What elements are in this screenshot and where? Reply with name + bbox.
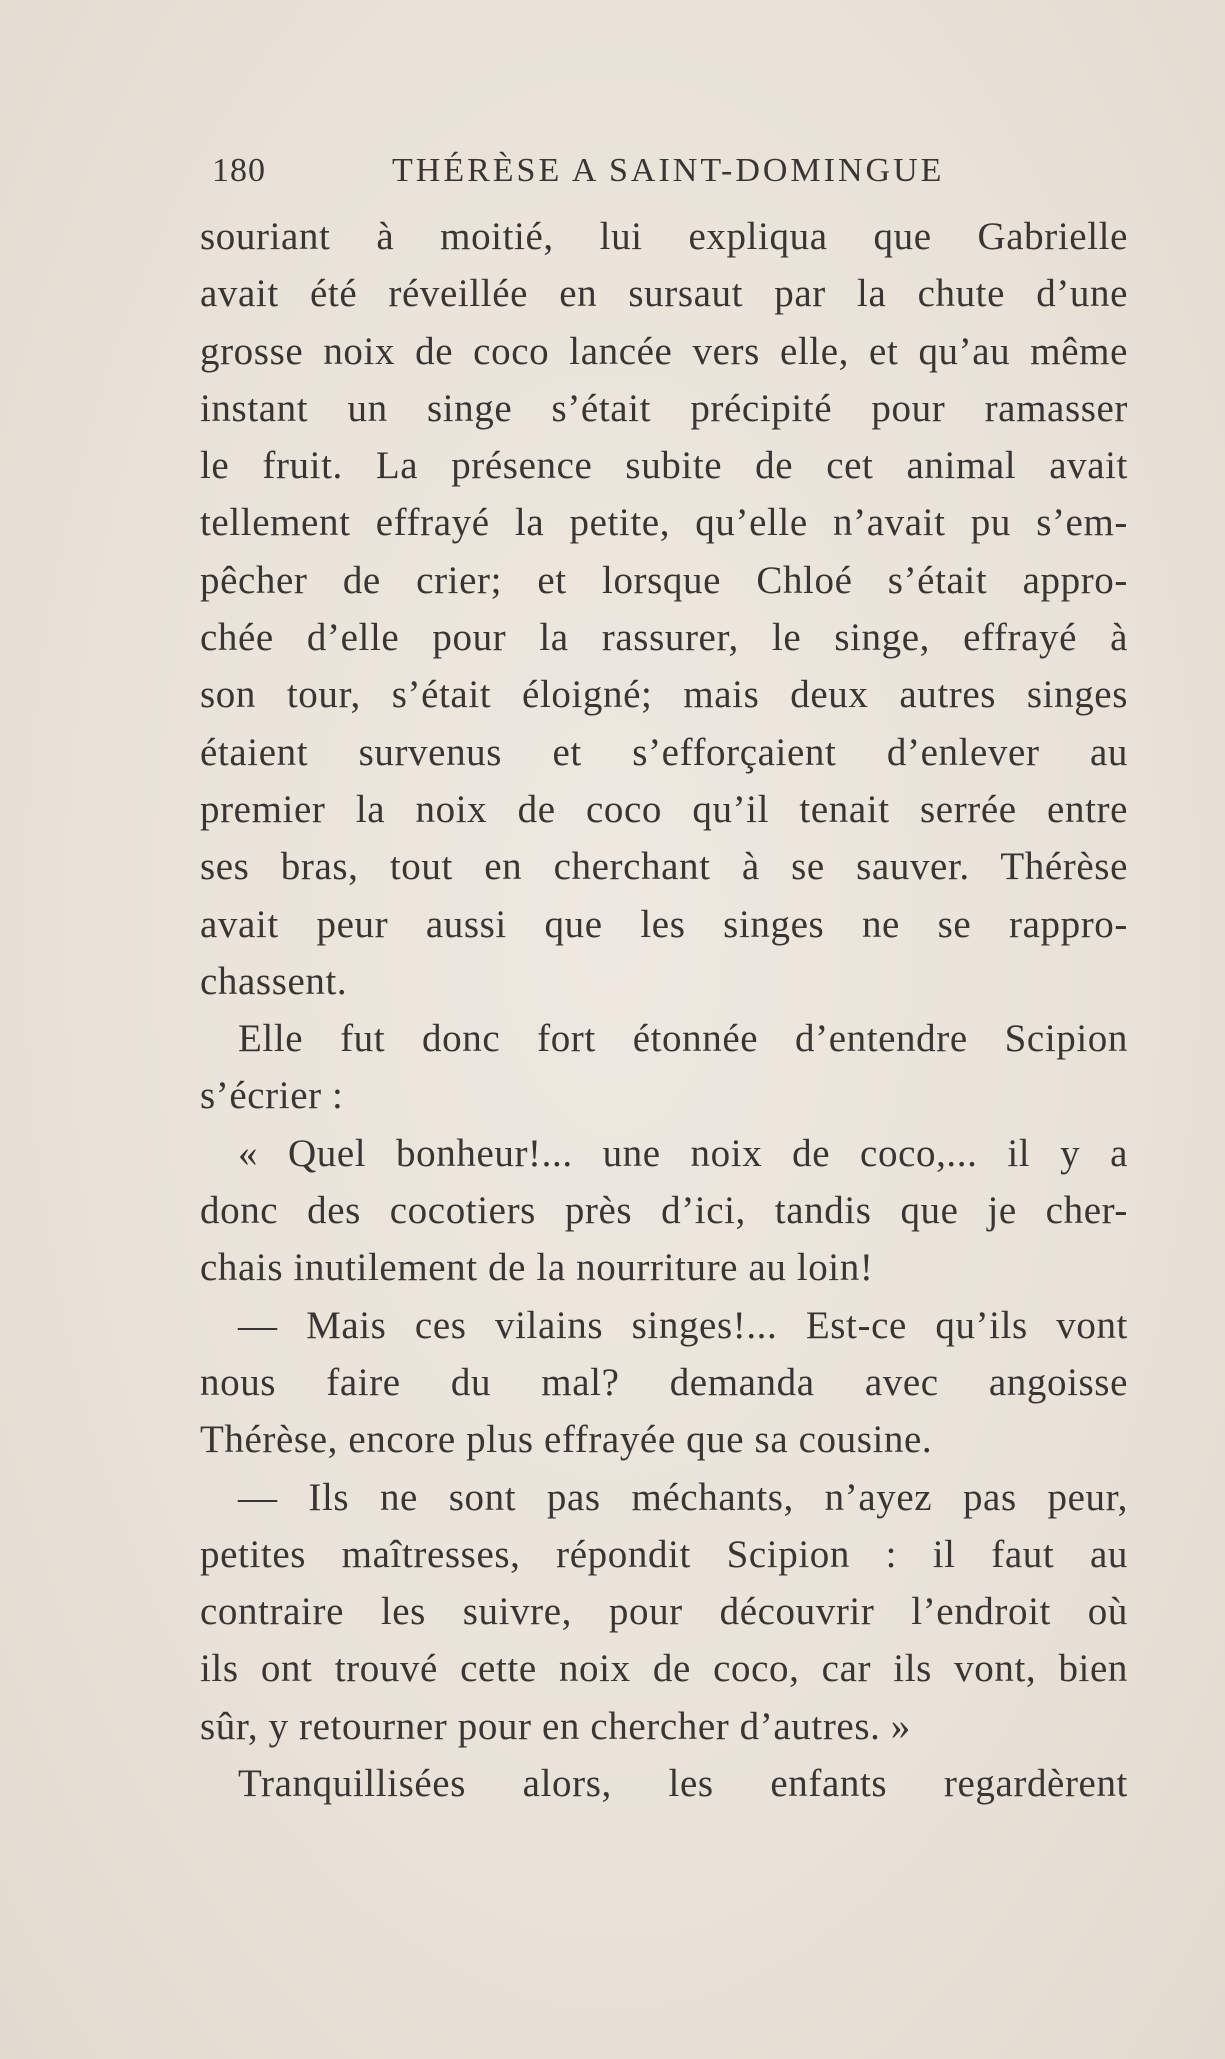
text-line: sûr, y retourner pour en chercher d’autres. » xyxy=(200,1704,911,1748)
text-line: donc des cocotiers près d’ici, tandis que je cher- xyxy=(200,1189,1128,1233)
text-line: chais inutilement de la nourriture au loin! xyxy=(200,1246,874,1290)
page-header xyxy=(212,152,1120,202)
text-line: avait été réveillée en sursaut par la chute d’une xyxy=(200,272,1128,316)
text-line: ses bras, tout en cherchant à se sauver. Thérèse xyxy=(200,845,1128,889)
text-line: son tour, s’était éloigné; mais deux autres singes xyxy=(200,673,1128,717)
body-text xyxy=(200,208,1128,1812)
text-line: Tranquillisées alors, les enfants regardèrent xyxy=(238,1762,1128,1806)
text-line: étaient survenus et s’efforçaient d’enlever au xyxy=(200,730,1128,774)
text-line: tellement effrayé la petite, qu’elle n’avait pu s’em- xyxy=(200,501,1128,545)
text-line: s’écrier : xyxy=(200,1074,344,1118)
text-line: premier la noix de coco qu’il tenait serrée entre xyxy=(200,787,1128,831)
page-number: 180 xyxy=(212,152,266,189)
running-title: THÉRÈSE A SAINT-DOMINGUE xyxy=(392,152,945,189)
text-line: instant un singe s’était précipité pour ramasser xyxy=(200,386,1128,430)
text-line: chée d’elle pour la rassurer, le singe, effrayé à xyxy=(200,616,1128,660)
text-line: avait peur aussi que les singes ne se rappro- xyxy=(200,902,1128,946)
text-line: souriant à moitié, lui expliqua que Gabrielle xyxy=(200,215,1128,258)
text-line: le fruit. La présence subite de cet animal avait xyxy=(200,444,1128,488)
text-line: Elle fut donc fort étonnée d’entendre Scipion xyxy=(238,1017,1128,1061)
text-line: chassent. xyxy=(200,959,348,1003)
text-line: — Mais ces vilains singes!... Est-ce qu’ils vont xyxy=(238,1303,1128,1347)
text-line: nous faire du mal? demanda avec angoisse xyxy=(200,1360,1128,1404)
text-line: petites maîtresses, répondit Scipion : il faut au xyxy=(200,1532,1128,1576)
text-line: pêcher de crier; et lorsque Chloé s’était appro- xyxy=(200,558,1128,602)
text-line: « Quel bonheur!... une noix de coco,... il y a xyxy=(238,1131,1128,1175)
text-line: — Ils ne sont pas méchants, n’ayez pas peur, xyxy=(238,1475,1128,1519)
text-line: Thérèse, encore plus effrayée que sa cousine. xyxy=(200,1418,933,1462)
text-line: ils ont trouvé cette noix de coco, car ils vont, bien xyxy=(200,1647,1128,1691)
text-line: grosse noix de coco lancée vers elle, et qu’au même xyxy=(200,329,1128,373)
text-line: contraire les suivre, pour découvrir l’endroit où xyxy=(200,1590,1128,1634)
